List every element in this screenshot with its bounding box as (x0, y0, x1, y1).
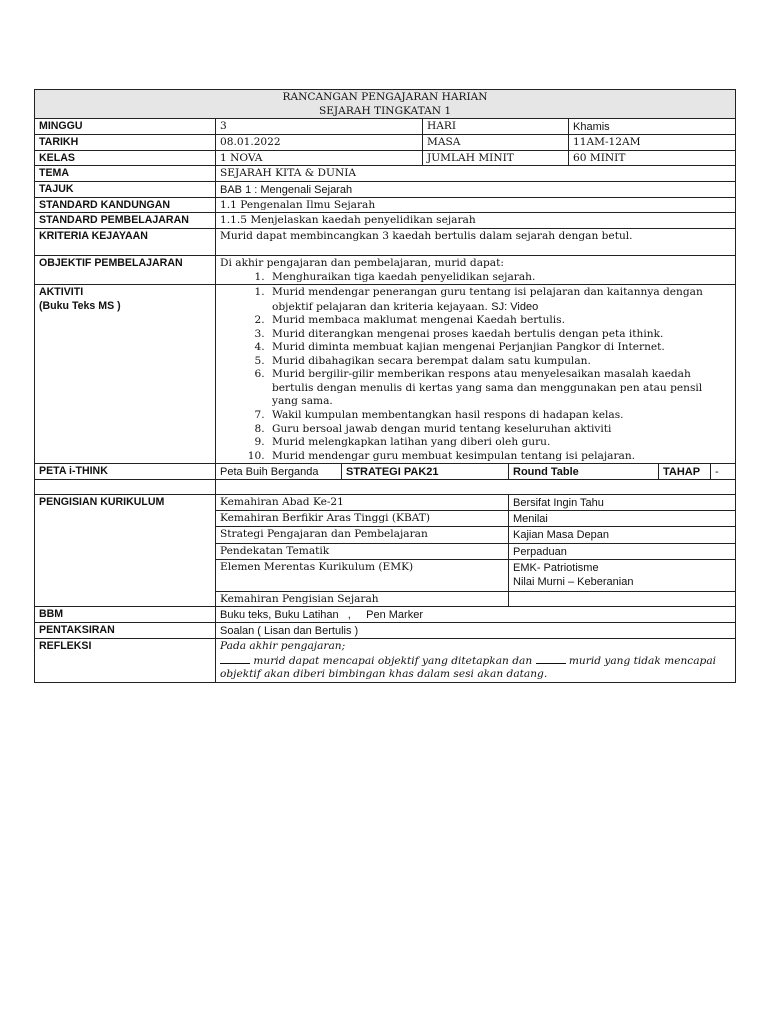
title-line-2: SEJARAH TINGKATAN 1 (318, 104, 452, 117)
aktiviti-item-extra: SJ: Video (491, 300, 539, 313)
refleksi-label: REFLEKSI (35, 639, 216, 683)
bbm-label: BBM (35, 607, 216, 623)
aktiviti-item: 4. Murid diminta membuat kajian mengenai Perjanjian Pangkor di Internet. (268, 341, 731, 355)
pengisian-value (509, 591, 736, 607)
pentaksiran-label: PENTAKSIRAN (35, 623, 216, 639)
row-standard-pembelajaran (35, 213, 736, 229)
standard-kandungan-value: 1.1 Pengenalan Ilmu Sejarah (216, 197, 736, 213)
aktiviti-item: 3. Murid diterangkan mengenai proses kaedah bertulis dengan peta ithink. (268, 328, 731, 342)
tema-label: TEMA (35, 166, 216, 182)
row-kelas (35, 150, 736, 166)
spacer-row (35, 480, 736, 495)
pengisian-label: PENGISIAN KURIKULUM (35, 495, 216, 607)
tarikh-label: TARIKH (35, 135, 216, 151)
refleksi-intro: Pada akhir pengajaran; (220, 640, 346, 653)
row-minggu (35, 119, 736, 135)
refleksi-part-a: murid dapat mencapai objektif yang ditetapkan dan (253, 654, 533, 667)
aktiviti-item: 9. Murid melengkapkan latihan yang diberi oleh guru. (268, 436, 731, 450)
aktiviti-item: 5. Murid dibahagikan secara berempat dalam satu kumpulan. (268, 355, 731, 369)
tajuk-value: BAB 1 : Mengenali Sejarah (216, 181, 736, 197)
objektif-label: OBJEKTIF PEMBELAJARAN (35, 255, 216, 284)
aktiviti-value (216, 285, 736, 464)
pengisian-value: Kajian Masa Depan (509, 527, 736, 543)
minggu-label: MINGGU (35, 119, 216, 135)
blank-line (536, 654, 566, 664)
kelas-value: 1 NOVA (216, 150, 423, 166)
tahap-value: - (711, 464, 736, 480)
row-tajuk (35, 181, 736, 197)
tema-value: SEJARAH KITA & DUNIA (216, 166, 736, 182)
title-line-1: RANCANGAN PENGAJARAN HARIAN (282, 91, 488, 103)
nilai-murni-value: Nilai Murni – Keberanian (513, 575, 634, 588)
spacer-cell (216, 480, 736, 495)
standard-kandungan-label: STANDARD KANDUNGAN (35, 197, 216, 213)
row-refleksi (35, 639, 736, 683)
blank-line (220, 654, 250, 664)
aktiviti-label: AKTIVITI (39, 286, 84, 299)
kriteria-label: KRITERIA KEJAYAAN (35, 228, 216, 255)
pengisian-key: Elemen Merentas Kurikulum (EMK) (216, 559, 509, 591)
pengisian-key: Pendekatan Tematik (216, 543, 509, 559)
lesson-plan-document (34, 89, 735, 683)
pengisian-key: Kemahiran Abad Ke-21 (216, 495, 509, 511)
aktiviti-item: 2. Murid membaca maklumat mengenai Kaedah bertulis. (268, 314, 731, 328)
objektif-list (220, 271, 731, 285)
kriteria-value: Murid dapat membincangkan 3 kaedah bertulis dalam sejarah dengan betul. (216, 228, 736, 255)
pengisian-key: Kemahiran Pengisian Sejarah (216, 591, 509, 607)
row-peta-ithink (35, 464, 736, 480)
pengisian-key: Strategi Pengajaran dan Pembelajaran (216, 527, 509, 543)
tahap-label: TAHAP (659, 464, 711, 480)
document-title (35, 90, 736, 119)
lesson-plan-table (34, 89, 736, 683)
pengisian-value (509, 559, 736, 591)
aktiviti-item: 7. Wakil kumpulan membentangkan hasil respons di hadapan kelas. (268, 409, 731, 423)
emk-value: EMK- Patriotisme (513, 561, 599, 574)
aktiviti-item: 6. Murid bergilir-gilir memberikan respons atau menyelesaikan masalah kaedah bertulis dengan menulis di kertas yang sama dan menggunakan pen atau pensil yang sama. (268, 368, 731, 409)
row-tarikh (35, 135, 736, 151)
pengisian-value: Menilai (509, 511, 736, 527)
strategi-label: STRATEGI PAK21 (342, 464, 509, 480)
aktiviti-item: 10. Murid mendengar guru membuat kesimpulan tentang isi pelajaran. (268, 450, 731, 464)
row-pentaksiran (35, 623, 736, 639)
bbm-value: Buku teks, Buku Latihan , Pen Marker (216, 607, 736, 623)
hari-value: Khamis (569, 119, 736, 135)
row-pengisian (35, 495, 736, 511)
refleksi-value (216, 639, 736, 683)
strategi-value: Round Table (509, 464, 659, 480)
tajuk-label: TAJUK (35, 181, 216, 197)
objektif-item: 1. Menghuraikan tiga kaedah penyelidikan sejarah. (268, 271, 731, 285)
aktiviti-item-text: Murid mendengar penerangan guru tentang isi pelajaran dan kaitannya dengan objektif pelajaran dan kriteria kejayaan. (272, 286, 703, 313)
title-row (35, 90, 736, 119)
row-aktiviti (35, 285, 736, 464)
peta-value: Peta Buih Berganda (216, 464, 342, 480)
jumlah-minit-value: 60 MINIT (569, 150, 736, 166)
row-objektif (35, 255, 736, 284)
aktiviti-label-cell (35, 285, 216, 464)
standard-pembelajaran-label: STANDARD PEMBELAJARAN (35, 213, 216, 229)
masa-label: MASA (423, 135, 569, 151)
row-tema (35, 166, 736, 182)
spacer-cell (35, 480, 216, 495)
refleksi-statement (220, 654, 731, 682)
pengisian-key: Kemahiran Berfikir Aras Tinggi (KBAT) (216, 511, 509, 527)
jumlah-minit-label: JUMLAH MINIT (423, 150, 569, 166)
aktiviti-sublabel: (Buku Teks MS ) (39, 299, 121, 312)
pengisian-value: Perpaduan (509, 543, 736, 559)
standard-pembelajaran-value: 1.1.5 Menjelaskan kaedah penyelidikan sejarah (216, 213, 736, 229)
objektif-intro: Di akhir pengajaran dan pembelajaran, murid dapat: (220, 256, 504, 269)
refleksi-part-b: murid yang tidak mencapai objektif akan diberi bimbingan khas dalam sesi akan datang. (220, 654, 717, 681)
row-bbm (35, 607, 736, 623)
kelas-label: KELAS (35, 150, 216, 166)
peta-label: PETA i-THINK (35, 464, 216, 480)
objektif-value (216, 255, 736, 284)
aktiviti-list (220, 286, 731, 463)
masa-value: 11AM-12AM (569, 135, 736, 151)
pengisian-value: Bersifat Ingin Tahu (509, 495, 736, 511)
aktiviti-item: 8. Guru bersoal jawab dengan murid tentang keseluruhan aktiviti (268, 423, 731, 437)
row-kriteria (35, 228, 736, 255)
row-standard-kandungan (35, 197, 736, 213)
tarikh-value: 08.01.2022 (216, 135, 423, 151)
hari-label: HARI (423, 119, 569, 135)
pentaksiran-value: Soalan ( Lisan dan Bertulis ) (216, 623, 736, 639)
aktiviti-item (268, 286, 731, 314)
minggu-value: 3 (216, 119, 423, 135)
